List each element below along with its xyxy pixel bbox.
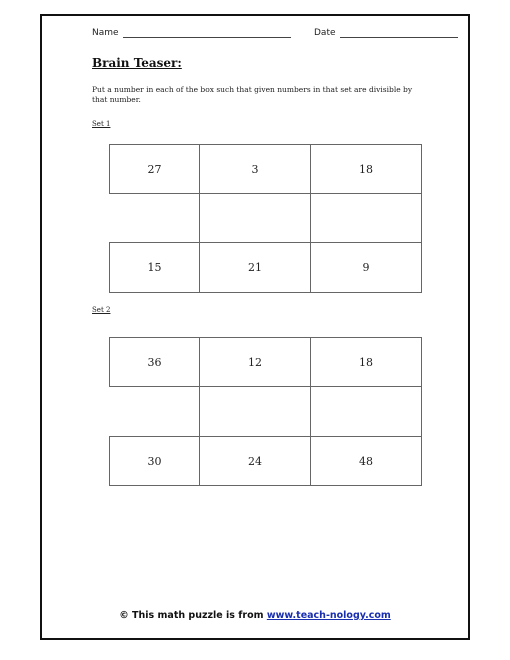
- name-field: [92, 28, 291, 38]
- set-1-bottom-cell-2: 21: [199, 242, 311, 293]
- date-blank-line[interactable]: [340, 29, 458, 38]
- set-1-top-cell-1: 27: [109, 144, 200, 194]
- name-blank-line[interactable]: [123, 29, 291, 38]
- set-2-bottom-cell-1: 30: [109, 436, 200, 486]
- set-1-top-cell-3: 18: [310, 144, 422, 194]
- set-2-top-cell-1: 36: [109, 337, 200, 387]
- set-2-top-cell-3: 18: [310, 337, 422, 387]
- set-2-grid: [109, 337, 422, 487]
- footer-credit: [0, 610, 510, 621]
- set-1-top-cell-2: 3: [199, 144, 311, 194]
- set-2-bottom-cell-3: 48: [310, 436, 422, 486]
- set-2-top-cell-2: 12: [199, 337, 311, 387]
- set-1-grid: [109, 144, 422, 294]
- date-field: [314, 28, 458, 38]
- set-1-answer-box-1[interactable]: [199, 193, 311, 243]
- set-1-bottom-cell-3: 9: [310, 242, 422, 293]
- set-1-label: Set 1: [92, 120, 111, 128]
- set-2-label: Set 2: [92, 306, 111, 314]
- page-title: Brain Teaser:: [92, 56, 182, 70]
- date-label: Date: [314, 28, 336, 38]
- page-border: [40, 14, 470, 640]
- set-2-bottom-cell-2: 24: [199, 436, 311, 486]
- footer-link[interactable]: www.teach-nology.com: [266, 610, 391, 621]
- footer-text: © This math puzzle is from: [119, 610, 264, 621]
- set-2-answer-box-2[interactable]: [310, 386, 422, 437]
- name-label: Name: [92, 28, 119, 38]
- instructions-text: Put a number in each of the box such that given numbers in that set are divisible by that number.: [92, 85, 413, 104]
- set-1-bottom-cell-1: 15: [109, 242, 200, 293]
- set-2-answer-box-1[interactable]: [199, 386, 311, 437]
- set-1-answer-box-2[interactable]: [310, 193, 422, 243]
